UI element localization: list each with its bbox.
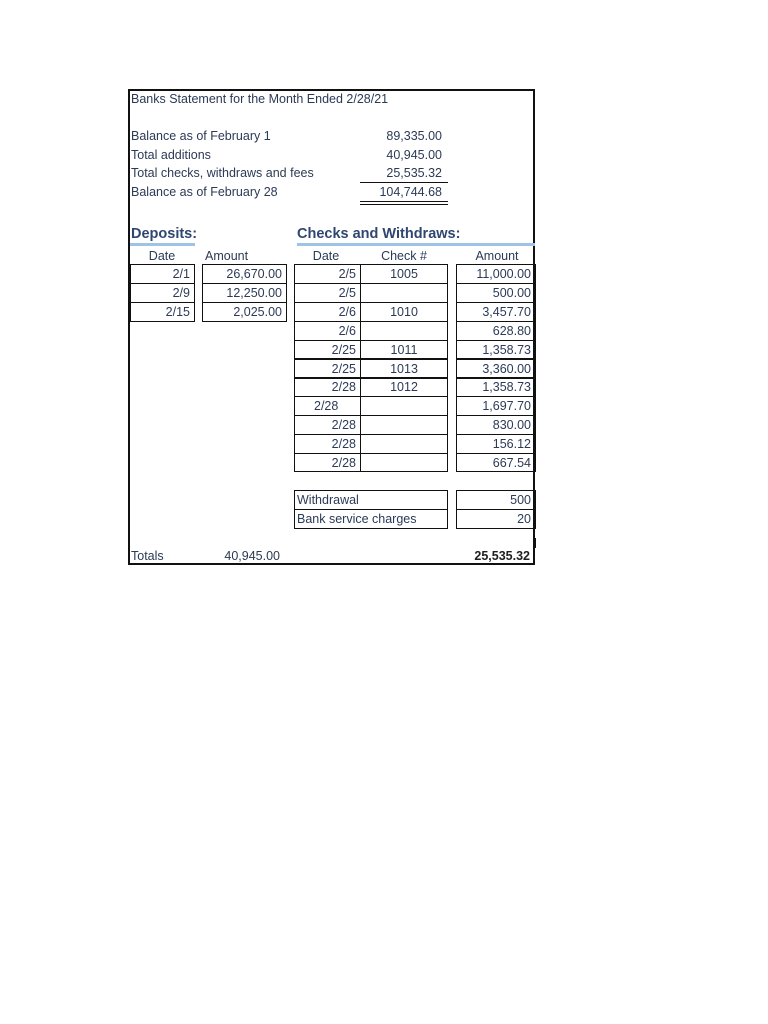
check-date: 2/25: [331, 362, 356, 376]
col-divider: [360, 264, 361, 472]
subtotal-rule: [360, 182, 448, 183]
deposits-heading: Deposits:: [131, 226, 198, 242]
check-amount: 3,360.00: [482, 362, 531, 376]
summary-value-balance-feb28: 104,744.68: [379, 185, 442, 199]
check-date: 2/25: [331, 343, 356, 357]
deposit-date: 2/15: [165, 305, 190, 319]
deposits-col-amount: Amount: [205, 249, 249, 263]
check-amount: 667.54: [492, 456, 531, 470]
check-amount: 156.12: [492, 437, 531, 451]
check-date: 2/28: [331, 456, 356, 470]
check-amount: 1,697.70: [482, 399, 531, 413]
check-amount: 628.80: [492, 324, 531, 338]
check-number: 1012: [390, 380, 418, 394]
check-number: 1013: [390, 362, 418, 376]
totals-deposits: 40,945.00: [224, 549, 280, 563]
double-rule-top: [360, 201, 448, 202]
check-amount: 500.00: [492, 286, 531, 300]
check-date: 2/28: [331, 437, 356, 451]
totals-label: Totals: [131, 549, 164, 563]
statement-title: Banks Statement for the Month Ended 2/28/21: [131, 92, 389, 106]
withdrawal-amount: 500: [510, 493, 531, 507]
check-amount: 11,000.00: [476, 267, 531, 281]
totals-tick: [535, 538, 536, 548]
summary-value-total-additions: 40,945.00: [386, 148, 442, 162]
check-date: 2/6: [338, 305, 356, 319]
check-number: 1010: [390, 305, 418, 319]
summary-label-balance-feb28: Balance as of February 28: [131, 185, 278, 199]
deposits-col-date: Date: [148, 249, 176, 263]
check-date: 2/5: [338, 267, 356, 281]
double-rule-bottom: [360, 204, 448, 205]
deposit-amount: 26,670.00: [226, 267, 282, 281]
check-date: 2/6: [338, 324, 356, 338]
deposit-amount: 2,025.00: [233, 305, 282, 319]
checks-col-date: Date: [312, 249, 340, 263]
checks-col-amount: Amount: [475, 249, 519, 263]
summary-label-total-checks: Total checks, withdraws and fees: [131, 166, 314, 180]
deposits-heading-underline: [130, 243, 195, 246]
check-amount: 1,358.73: [482, 380, 531, 394]
check-amount: 3,457.70: [482, 305, 531, 319]
check-date: 2/28: [331, 380, 356, 394]
bank-service-charges-amount: 20: [517, 512, 531, 526]
summary-label-total-additions: Total additions: [131, 148, 211, 162]
check-date: 2/28: [331, 418, 356, 432]
totals-checks: 25,535.32: [474, 549, 530, 563]
check-number: 1005: [390, 267, 418, 281]
summary-value-balance-feb1: 89,335.00: [386, 129, 442, 143]
check-date: 2/5: [338, 286, 356, 300]
summary-label-balance-feb1: Balance as of February 1: [131, 129, 271, 143]
deposit-amount: 12,250.00: [226, 286, 282, 300]
check-amount: 1,358.73: [482, 343, 531, 357]
deposit-date: 2/9: [172, 286, 190, 300]
checks-heading-underline: [297, 243, 535, 246]
checks-heading: Checks and Withdraws:: [297, 226, 461, 242]
withdrawal-label: Withdrawal: [297, 493, 359, 507]
deposit-date: 2/1: [172, 267, 190, 281]
check-date: 2/28: [314, 399, 339, 413]
summary-value-total-checks: 25,535.32: [386, 166, 442, 180]
check-amount: 830.00: [492, 418, 531, 432]
checks-col-check: Check #: [381, 249, 427, 263]
bank-service-charges-label: Bank service charges: [297, 512, 417, 526]
check-number: 1011: [390, 343, 418, 357]
